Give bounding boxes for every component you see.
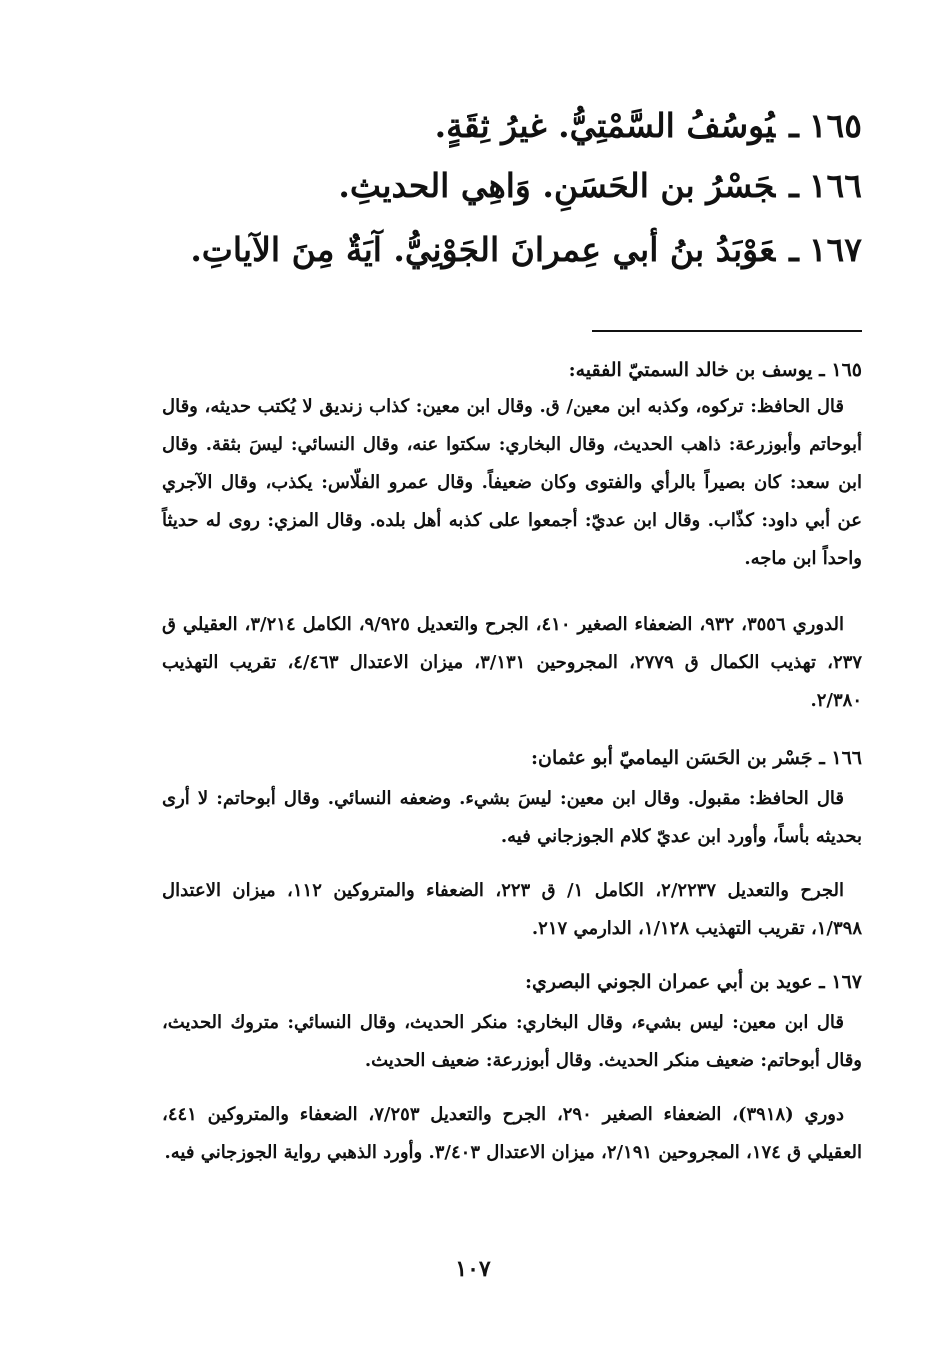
entry-dash: ـ (789, 106, 799, 145)
entry-number: ١٦٧ (808, 230, 862, 269)
main-entry-167 (82, 228, 862, 272)
main-entry-166 (82, 164, 862, 208)
entry-dash: ـ (789, 166, 799, 205)
note-heading-165: ١٦٥ ـ يوسف بن خالد السمتيّ الفقيه: (568, 359, 862, 381)
note-references-165: الدوري ٣٥٥٦، ٩٣٢، الضعفاء الصغير ٤١٠، الجرح والتعديل ٩/٩٢٥، الكامل ٣/٢١٤، العقيلي ق ٢٣٧، تهذيب الكمال ق ٢٧٧٩، المجروحين ٣/١٣١، ميزان الاعتدال ٤/٤٦٣، تقريب التهذيب ٢/٣٨٠. (162, 614, 862, 711)
note-heading-167: ١٦٧ ـ عويد بن أبي عمران الجوني البصري: (524, 971, 862, 993)
note-text-167: قال ابن معين: ليس بشيء، وقال البخاري: منكر الحديث، وقال النسائي: متروك الحديث، وقال أبوحاتم: ضعيف منكر الحديث. وقال أبوزرعة: ضعيف الحديث. (162, 1012, 862, 1071)
page-number: ١٠٧ (455, 1256, 491, 1282)
entry-text: عَوْبَدُ بنُ أبي عِمرانَ الجَوْنِيُّ. آيَةٌ مِنَ الآياتِ. (190, 230, 776, 269)
entry-text: جَسْرُ بن الحَسَنِ. وَاهِي الحديثِ. (338, 166, 776, 205)
entry-text: يُوسُفُ السَّمْتِيُّ. غيرُ ثِقَةٍ. (434, 106, 776, 145)
note-references-166: الجرح والتعديل ٢/٢٢٣٧، الكامل ١/ ق ٢٢٣، الضعفاء والمتروكين ١١٢، ميزان الاعتدال ١/٣٩٨، تقريب التهذيب ١/١٢٨، الدارمي ٢١٧. (162, 880, 862, 939)
note-heading-166: ١٦٦ ـ جَسْر بن الحَسَن اليماميّ أبو عثمان: (531, 747, 862, 769)
note-text-165: قال الحافظ: تركوه، وكذبه ابن معين/ ق. وقال ابن معين: كذاب زنديق لا يُكتب حديثه، وقال أبوحاتم وأبوزرعة: ذاهب الحديث، وقال البخاري: سكتوا عنه، وقال النسائي: ليسَ بثقة. وقال ابن سعد: كان بصيراً بالرأي والفتوى وكان ضعيفاً. وقال عمرو الفلّاس: يكذب، وقال الآجري عن أبي داود: كذّاب. وقال ابن عديّ: أجمعوا على كذبه أهل بلده. وقال المزي: روى له حديثاً واحداً ابن ماجه. (162, 396, 862, 569)
entry-dash: ـ (789, 230, 799, 269)
footnote-separator (592, 330, 862, 332)
entry-number: ١٦٦ (808, 166, 862, 205)
entry-number: ١٦٥ (808, 106, 862, 145)
main-entry-165 (82, 104, 862, 148)
note-references-167: دوري (٣٩١٨)، الضعفاء الصغير ٢٩٠، الجرح والتعديل ٧/٢٥٣، الضعفاء والمتروكين ٤٤١، العقيلي ق ١٧٤، المجروحين ٢/١٩١، ميزان الاعتدال ٣/٤٠٣. وأورد الذهبي رواية الجوزجاني فيه. (162, 1104, 862, 1163)
note-text-166: قال الحافظ: مقبول. وقال ابن معين: ليسَ بشيء. وضعفه النسائي. وقال أبوحاتم: لا أرى بحديثه بأساً، وأورد ابن عديّ كلام الجوزجاني فيه. (162, 788, 862, 847)
